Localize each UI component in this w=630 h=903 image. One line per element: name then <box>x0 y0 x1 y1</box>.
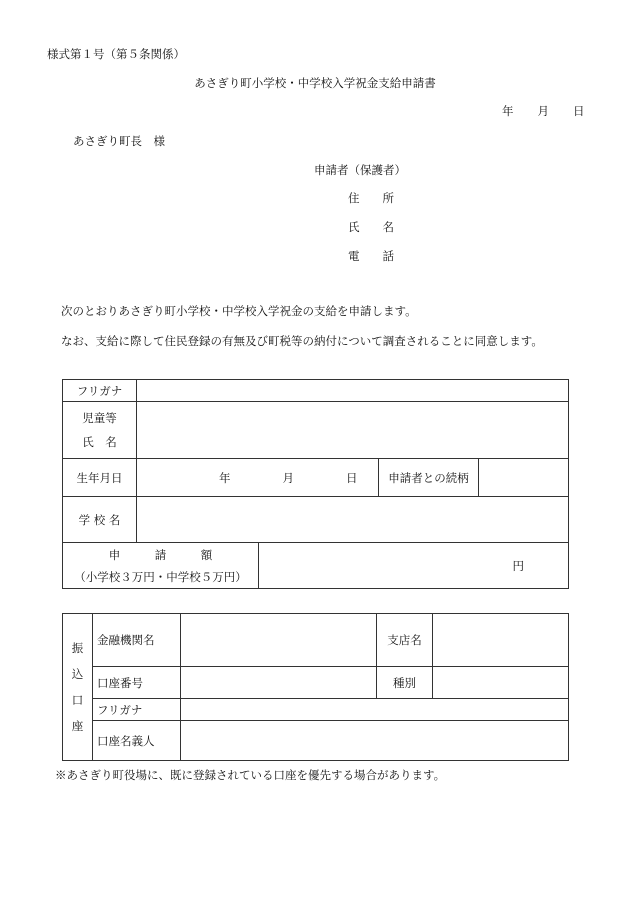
furigana-label: フリガナ <box>63 380 137 402</box>
birthdate-label: 生年月日 <box>63 459 137 497</box>
consent-sentence: なお、支給に際して住民登録の有無及び町税等の納付について調査されることに同意します。 <box>61 334 543 348</box>
applicant-phone-row <box>348 248 396 264</box>
applicant-address-row <box>348 190 396 206</box>
account-number-input[interactable] <box>181 667 377 699</box>
school-name-input[interactable] <box>137 497 569 543</box>
account-holder-input[interactable] <box>181 721 569 761</box>
account-holder-label: 口座名義人 <box>93 721 181 761</box>
school-name-label: 学 校 名 <box>63 497 137 543</box>
form-title: あさぎり町小学校・中学校入学祝金支給申請書 <box>194 76 436 90</box>
branch-label: 支店名 <box>377 614 433 667</box>
form-number: 様式第１号（第５条関係） <box>47 47 185 61</box>
request-sentence: 次のとおりあさぎり町小学校・中学校入学祝金の支給を申請します。 <box>61 304 417 318</box>
bank-name-label: 金融機関名 <box>93 614 181 667</box>
date-day-label: 日 <box>573 104 585 118</box>
child-name-label <box>63 402 137 459</box>
transfer-account-side-label <box>63 614 93 761</box>
applicant-name-row <box>348 219 396 235</box>
birth-year-label: 年 <box>219 470 231 485</box>
amount-label-line1: 申 請 額 <box>108 547 213 562</box>
amount-label-line2: （小学校３万円・中学校５万円） <box>74 569 247 584</box>
side-char-2: 込 <box>71 667 84 681</box>
account-number-label: 口座番号 <box>93 667 181 699</box>
bank-name-input[interactable] <box>181 614 377 667</box>
side-char-4: 座 <box>71 719 84 733</box>
account-note: ※あさぎり町役場に、既に登録されている口座を優先する場合があります。 <box>55 768 446 782</box>
child-name-input[interactable] <box>137 402 569 459</box>
branch-input[interactable] <box>433 614 569 667</box>
account-type-input[interactable] <box>433 667 569 699</box>
holder-furigana-input[interactable] <box>181 699 569 721</box>
furigana-input[interactable] <box>137 380 569 402</box>
application-date <box>502 103 585 119</box>
phone-label: 電 話 <box>348 249 394 263</box>
bank-account-table <box>62 613 569 761</box>
birth-month-label: 月 <box>282 470 294 485</box>
addressee: あさぎり町長 様 <box>73 134 165 148</box>
birth-day-label: 日 <box>346 470 358 485</box>
birthdate-input[interactable] <box>137 459 379 497</box>
amount-label <box>63 543 259 589</box>
date-month-label: 月 <box>537 104 549 118</box>
account-type-label: 種別 <box>377 667 433 699</box>
amount-input[interactable] <box>259 543 569 589</box>
side-char-3: 口 <box>71 693 84 707</box>
holder-furigana-label: フリガナ <box>93 699 181 721</box>
yen-label: 円 <box>512 558 524 573</box>
relation-label: 申請者との続柄 <box>379 459 479 497</box>
side-char-1: 振 <box>71 641 84 655</box>
applicant-heading: 申請者（保護者） <box>314 163 406 177</box>
relation-input[interactable] <box>479 459 569 497</box>
child-info-table <box>62 379 569 589</box>
date-year-label: 年 <box>502 104 514 118</box>
child-name-label-line1: 児童等 <box>82 411 117 425</box>
name-label: 氏 名 <box>348 220 394 234</box>
address-label: 住 所 <box>348 191 394 205</box>
child-name-label-line2: 氏 名 <box>82 435 117 449</box>
